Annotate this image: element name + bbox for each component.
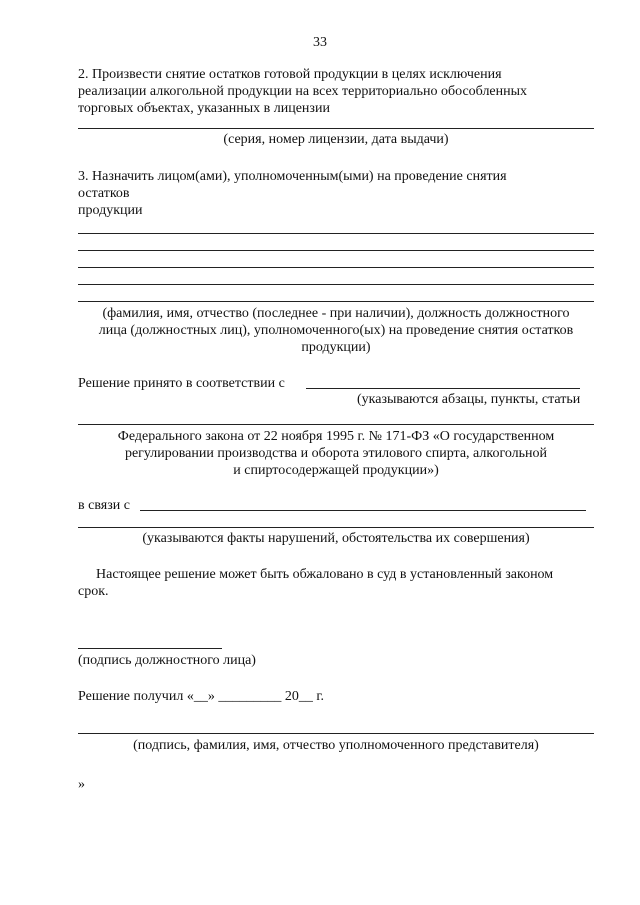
appointee-caption-3: продукции) [301,340,371,355]
law-line-2: регулировании производства и оборота этилового спирта, алкогольной [124,446,548,461]
law-line-1: Федерального закона от 22 ноября 1995 г. № 171-ФЗ «О государственном [117,429,555,444]
closing-quote-mark: » [78,777,85,792]
appointee-caption-2: лица (должностных лиц), уполномоченного(ых) на проведение снятия остатков [98,323,574,338]
license-field-line[interactable] [78,128,594,129]
representative-signature-line[interactable] [78,733,594,734]
appointee-field-line-4[interactable] [78,284,594,285]
appointee-field-line-5[interactable] [78,301,594,302]
reason-field-line-2[interactable] [78,527,594,528]
item2-line2: реализации алкогольной продукции на всех территориально обособленных [78,84,528,99]
reason-field-line[interactable] [140,510,586,511]
official-signature-line[interactable] [78,648,222,649]
decision-label: Решение принято в соответствии с [78,376,285,391]
appointee-field-line-1[interactable] [78,233,594,234]
page-number: 33 [313,35,327,50]
representative-caption: (подпись, фамилия, имя, отчество уполномоченного представителя) [133,738,539,753]
decision-caption: (указываются абзацы, пункты, статьи [357,392,581,407]
item2-line3: торговых объектах, указанных в лицензии [78,101,330,116]
reason-caption: (указываются факты нарушений, обстоятельства их совершения) [142,531,530,546]
license-caption: (серия, номер лицензии, дата выдачи) [223,132,449,147]
item3-line1: 3. Назначить лицом(ами), уполномоченным(ыми) на проведение снятия [78,169,507,184]
law-line-3: и спиртосодержащей продукции») [233,463,439,478]
reason-label: в связи с [78,498,130,513]
appointee-field-line-3[interactable] [78,267,594,268]
decision-field-line-2[interactable] [78,424,594,425]
appointee-field-line-2[interactable] [78,250,594,251]
item3-line2: остатков [78,186,130,201]
item3-line3: продукции [78,203,143,218]
appeal-line-1: Настоящее решение может быть обжаловано в суд в установленный законом [96,567,554,582]
received-label: Решение получил «__» _________ 20__ г. [78,689,324,704]
official-signature-caption: (подпись должностного лица) [78,653,256,668]
decision-field-line[interactable] [306,388,580,389]
appeal-line-2: срок. [78,584,109,599]
item2-line1: 2. Произвести снятие остатков готовой продукции в целях исключения [78,67,502,82]
appointee-caption-1: (фамилия, имя, отчество (последнее - при наличии), должность должностного [102,306,570,321]
